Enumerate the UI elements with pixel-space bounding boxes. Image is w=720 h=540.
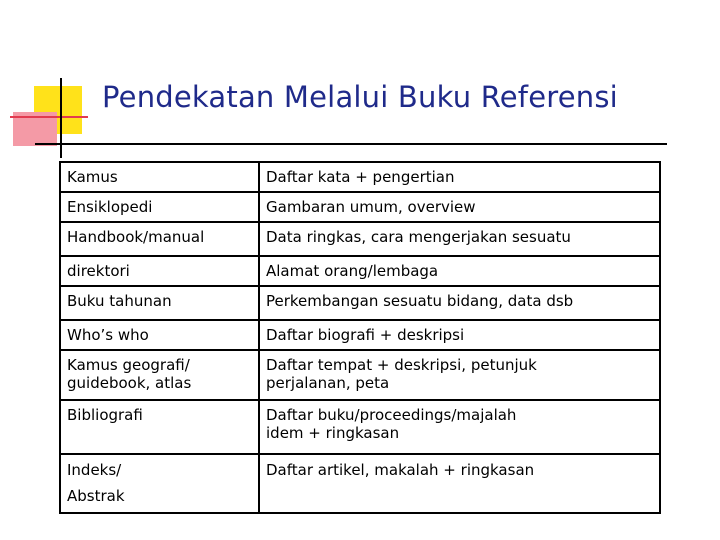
source-text: Kamus — [67, 168, 118, 186]
description-cell — [259, 256, 660, 286]
source-text: Kamus geografi/ guidebook, atlas — [67, 356, 192, 392]
description-cell — [259, 400, 660, 454]
source-cell — [60, 192, 259, 222]
description-text: Daftar biografi + deskripsi — [266, 326, 465, 344]
description-text: Perkembangan sesuatu bidang, data dsb — [266, 292, 574, 310]
description-cell — [259, 350, 660, 400]
description-text: Data ringkas, cara mengerjakan sesuatu — [266, 228, 571, 246]
source-cell — [60, 222, 259, 256]
description-text: Daftar tempat + deskripsi, petunjuk perjalanan, peta — [266, 356, 537, 392]
title-underline — [35, 143, 667, 145]
reference-table — [59, 161, 661, 514]
table-row — [60, 162, 660, 192]
decor-vertical-line — [60, 78, 62, 158]
slide-title: Pendekatan Melalui Buku Referensi — [102, 80, 618, 114]
source-text: Who’s who — [67, 326, 149, 344]
description-cell — [259, 192, 660, 222]
description-cell — [259, 162, 660, 192]
description-text: Daftar buku/proceedings/majalah idem + ringkasan — [266, 406, 517, 442]
source-cell — [60, 256, 259, 286]
source-text: Indeks/ Abstrak — [67, 461, 125, 505]
source-cell — [60, 162, 259, 192]
table-row — [60, 350, 660, 400]
table-row — [60, 400, 660, 454]
table-row — [60, 192, 660, 222]
source-cell — [60, 286, 259, 320]
description-text: Gambaran umum, overview — [266, 198, 476, 216]
source-text: direktori — [67, 262, 130, 280]
table-row — [60, 320, 660, 350]
table-row — [60, 286, 660, 320]
source-cell — [60, 400, 259, 454]
description-cell — [259, 286, 660, 320]
source-text: Handbook/manual — [67, 228, 205, 246]
description-cell — [259, 454, 660, 513]
decor-red-line — [10, 116, 88, 118]
source-text: Buku tahunan — [67, 292, 172, 310]
source-text: Bibliografi — [67, 406, 143, 424]
description-cell — [259, 222, 660, 256]
table-row — [60, 454, 660, 513]
description-text: Daftar kata + pengertian — [266, 168, 455, 186]
table-row — [60, 222, 660, 256]
description-cell — [259, 320, 660, 350]
source-cell — [60, 320, 259, 350]
source-cell — [60, 454, 259, 513]
source-text: Ensiklopedi — [67, 198, 153, 216]
description-text: Alamat orang/lembaga — [266, 262, 439, 280]
source-cell — [60, 350, 259, 400]
description-text: Daftar artikel, makalah + ringkasan — [266, 461, 535, 479]
table-row — [60, 256, 660, 286]
